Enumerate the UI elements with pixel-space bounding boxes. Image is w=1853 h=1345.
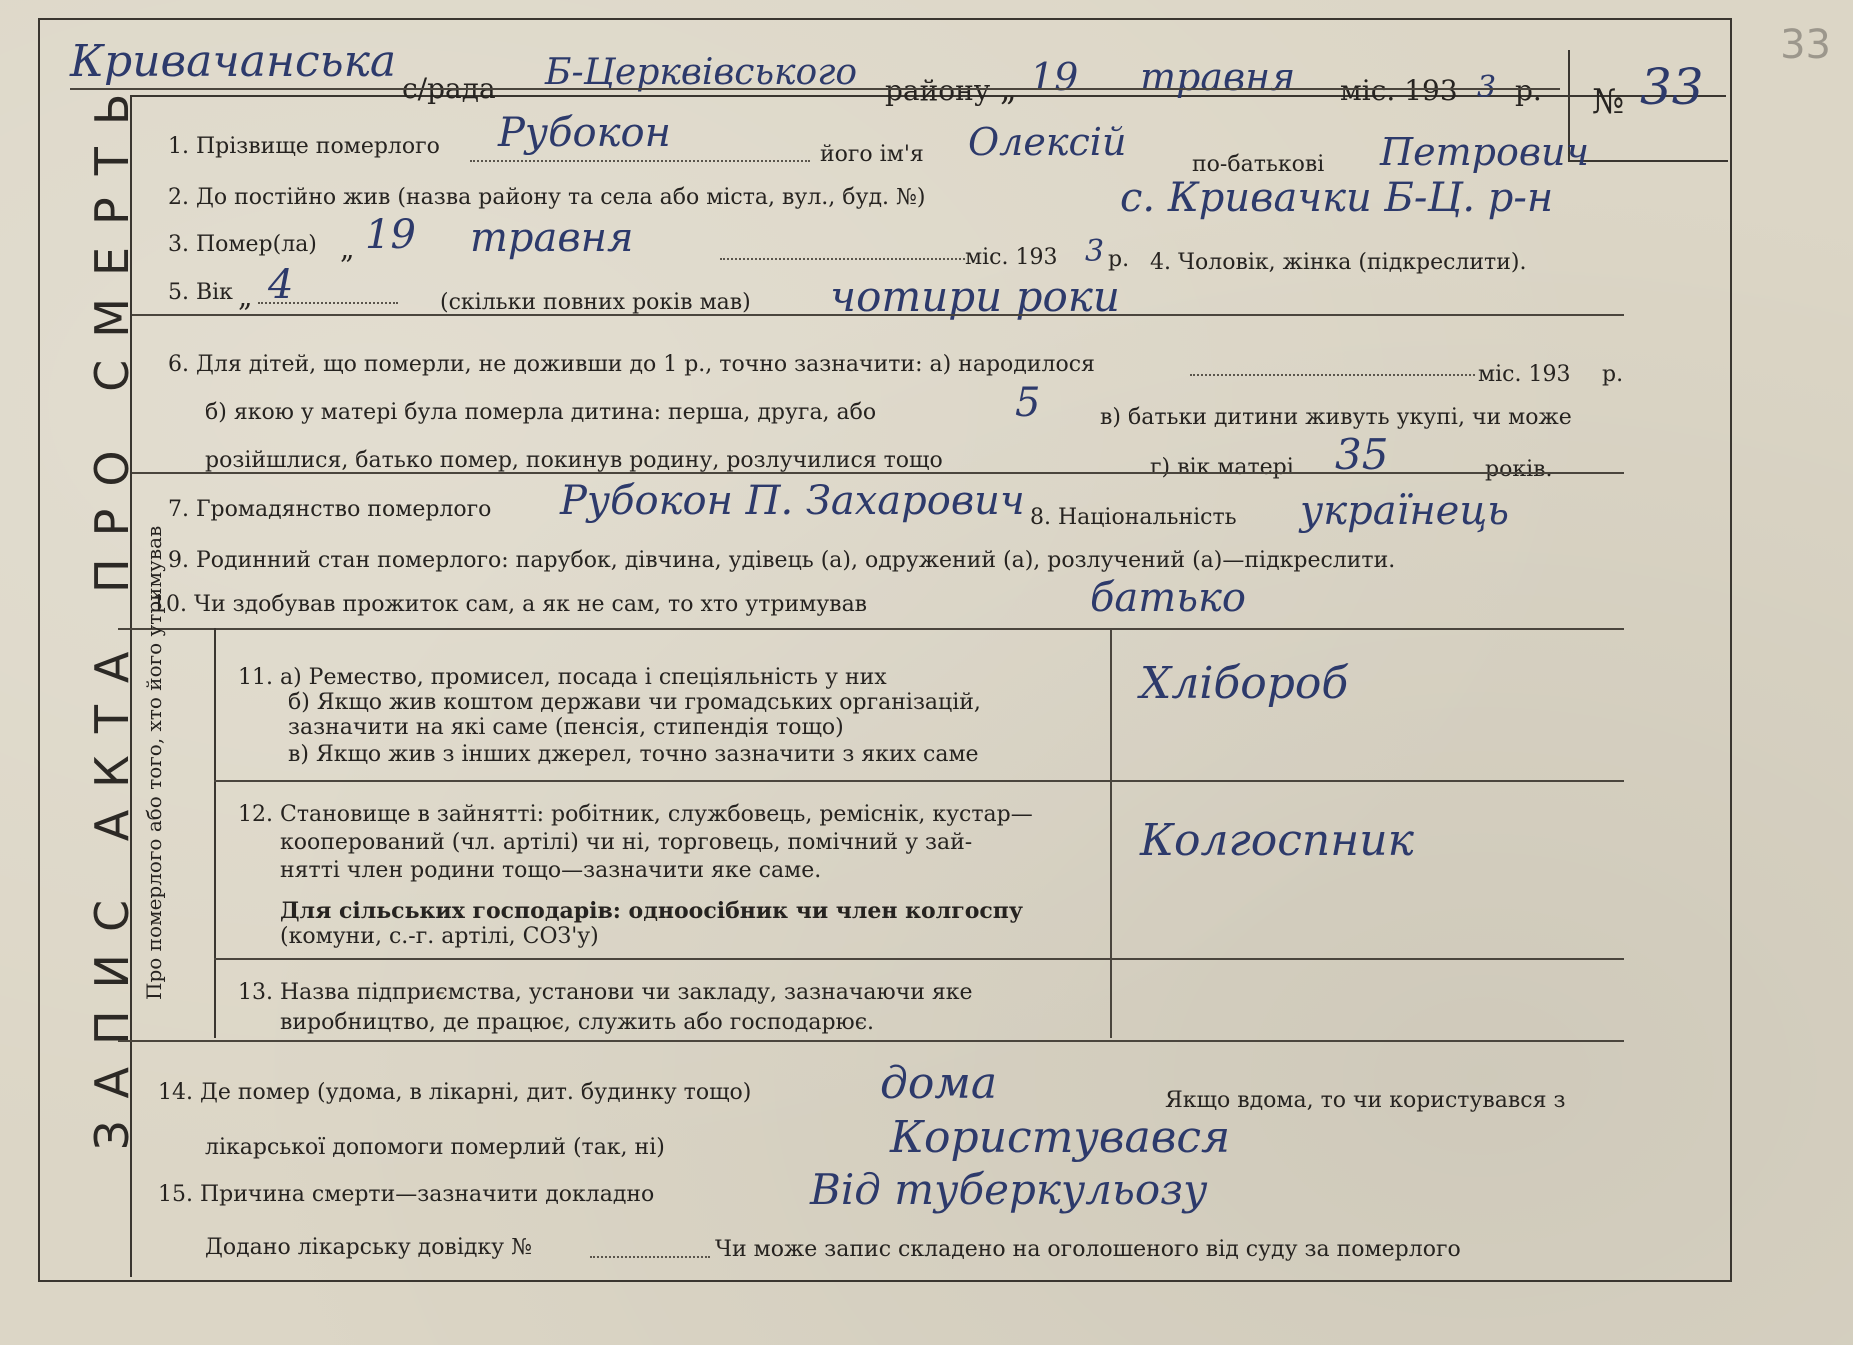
footer-label1: Додано лікарську довідку № [205,1235,532,1260]
field6-line-a-end: міс. 193 [1478,362,1571,387]
field3-year-label: міс. 193 [965,245,1058,270]
field3-label: 3. Помер(ла) [168,232,317,257]
field5-age-digit: 4 [268,262,294,308]
field1-patronymic: Петрович [1380,130,1590,174]
field3-day: 19 [365,212,416,258]
field8-label: 8. Національність [1030,505,1237,530]
field1-name-label: його ім'я [820,142,924,167]
field14-label-end: Якщо вдома, то чи користувався з [1165,1088,1566,1113]
field6-line-c-end: г) вік матері [1150,455,1294,480]
header-month: травня [1140,55,1296,99]
field12-line2: кооперований (чл. артілі) чи ні, торговець, помічний у зай- [280,830,973,855]
side-box-text: Про померлого або того, хто його утримував [142,525,166,1000]
field9-label: 9. Родинний стан померлого: парубок, дівчина, удівець (а), одружений (а), розлучений (а)—підкреслити. [168,548,1396,573]
field1-surname: Рубокон [498,110,671,156]
council-label: с/рада [402,72,496,105]
field1-label: 1. Прізвище померлого [168,134,440,159]
side-title: ЗАПИС АКТА ПРО СМЕРТЬ [85,71,139,1150]
field10-value: батько [1090,575,1246,621]
field14-value2: Користувався [890,1112,1231,1163]
field11-line3: зазначити на які саме (пенсія, стипендія тощо) [288,715,844,740]
field6-line-b-value: 5 [1015,380,1041,426]
field7-value: Рубокон П. Захарович [560,478,1025,524]
field6-mother-age: 35 [1335,430,1389,479]
corner-number: 33 [1780,22,1831,68]
field1-patronymic-label: по-батькові [1192,152,1325,177]
field3-month: травня [470,215,634,261]
field15-label: 15. Причина смерти—зазначити докладно [158,1182,655,1207]
field13-line1: 13. Назва підприємства, установи чи закладу, зазначаючи яке [238,980,973,1005]
field11-line1: 11. а) Ремество, промисел, посада і спеціяльність у них [238,665,887,690]
header-year-digit: 3 [1477,70,1497,105]
field6-mother-age-suffix: років. [1485,457,1553,482]
field15-value: Від туберкульозу [810,1165,1208,1214]
field12-line3: нятті член родини тощо—зазначити яке саме. [280,858,822,883]
field8-value: українець [1300,488,1510,534]
field14-value: дома [880,1058,998,1109]
field1-name: Олексій [968,120,1127,164]
field14-line2: лікарської допомоги померлий (так, ні) [205,1135,665,1160]
field3-year-suffix: р. [1108,247,1130,272]
field14-label: 14. Де помер (удома, в лікарні, дит. будинку тощо) [158,1080,752,1105]
district-label: району [885,74,991,107]
field12-line4: Для сільських господарів: одноосібник чи член колгоспу [280,898,1023,924]
field11-line2: б) Якщо жив коштом держави чи громадських організацій, [288,690,981,715]
field11-value: Хлібороб [1140,658,1349,709]
header-month-label: міс. 193 [1340,74,1458,107]
council-name: Кривачанська [70,36,397,87]
district-name: Б-Церквівського [545,52,858,93]
field12-value: Колгоспник [1140,815,1414,866]
footer-label2: Чи може запис складено на оголошеного від суду за померлого [715,1237,1461,1262]
field5-label: 5. Вік [168,280,233,305]
field6-line-a: 6. Для дітей, що померли, не доживши до 1 р., точно зазначити: а) народилося [168,352,1095,377]
field10-label: 10. Чи здобував прожиток сам, а як не сам, то хто утримував [152,592,868,617]
field5-note: (скільки повних років мав) [440,290,751,315]
field13-line2: виробництво, де працює, служить або господарює. [280,1010,875,1035]
field6-line-a-suffix: р. [1602,362,1624,387]
record-number-box [1568,50,1728,162]
record-number: 33 [1640,58,1704,116]
number-label: № [1592,82,1625,122]
field12-line5: (комуни, с.-г. артілі, СОЗ'у) [280,924,599,949]
field11-line4: в) Якщо жив з інших джерел, точно зазначити з яких саме [288,742,979,767]
field12-line1: 12. Становище в зайнятті: робітник, службовець, реміснік, кустар— [238,802,1033,827]
field7-label: 7. Громадянство померлого [168,497,492,522]
field6-line-b: б) якою у матері була померла дитина: перша, друга, або [205,400,877,425]
field6-line-b-end: в) батьки дитини живуть укупі, чи може [1100,405,1572,430]
field2-value: с. Кривачки Б-Ц. р-н [1120,175,1554,221]
field6-line-c: розійшлися, батько помер, покинув родину, розлучилися тощо [205,448,943,473]
header-year-suffix: р. [1515,74,1542,107]
field2-label: 2. До постійно жив (назва району та села або міста, вул., буд. №) [168,185,926,210]
header-day: 19 [1030,55,1079,99]
field3-year-digit: 3 [1085,234,1105,269]
field5-age-words: чотири роки [830,272,1120,321]
field4-label: 4. Чоловік, жінка (підкреслити). [1150,250,1527,275]
